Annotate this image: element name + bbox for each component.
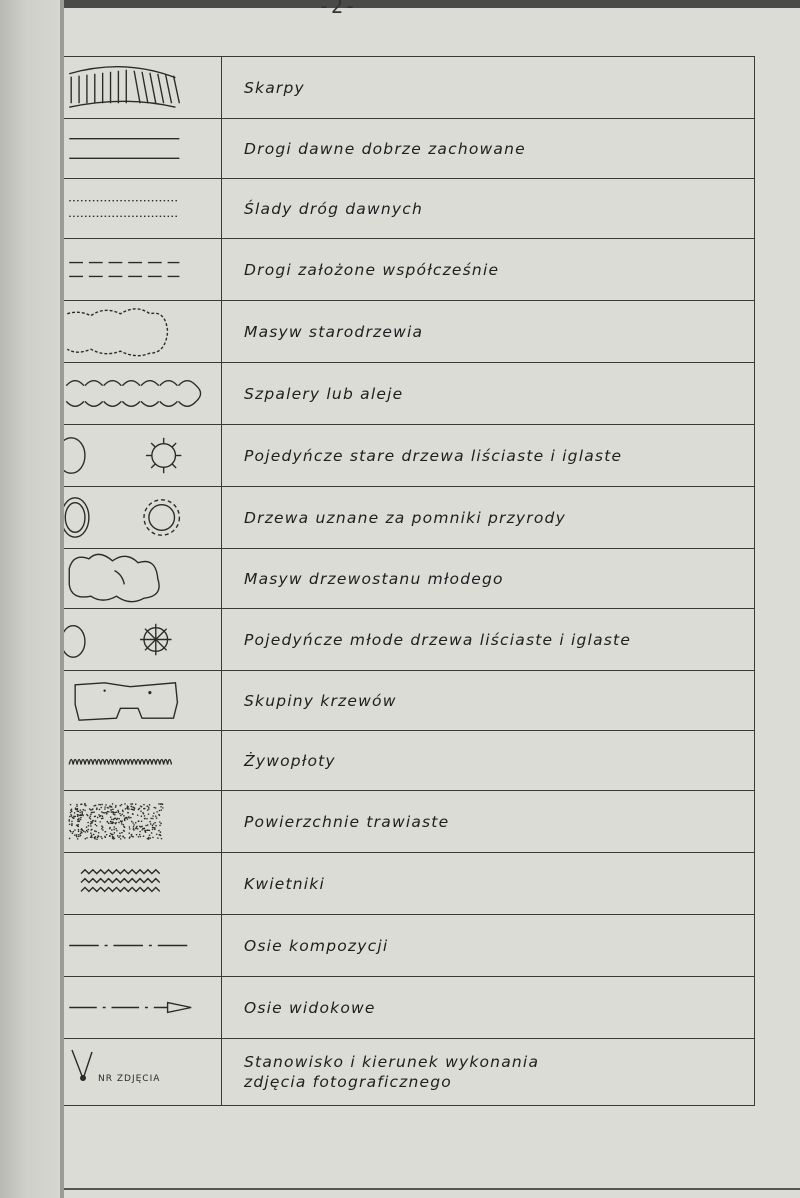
legend-label-text: Masyw starodrzewia — [244, 322, 424, 341]
legend-symbol-cell — [64, 363, 222, 424]
legend-row — [64, 671, 754, 731]
legend-symbol-cell — [64, 119, 222, 178]
legend-label — [244, 671, 744, 730]
legend-label-text: Kwietniki — [244, 874, 325, 893]
legend-row — [64, 791, 754, 853]
legend-label — [244, 301, 744, 362]
legend-symbol-cell — [64, 731, 222, 790]
page-binding — [0, 0, 64, 1198]
legend-row — [64, 179, 754, 239]
slope-hatch-icon — [64, 57, 222, 118]
legend-row — [64, 57, 754, 119]
young-tree-mass-icon — [64, 549, 222, 608]
legend-label-text: Ślady dróg dawnych — [244, 199, 423, 218]
legend-row — [64, 609, 754, 671]
legend-label-text: Żywopłoty — [244, 751, 336, 770]
legend-symbol-cell — [64, 549, 222, 608]
legend-label-text: Pojedyńcze młode drzewa liściaste i iglaste — [244, 630, 632, 649]
hedge-wave-icon — [64, 731, 222, 790]
legend-label-text: Drogi założone współcześnie — [244, 260, 500, 279]
legend-label — [244, 609, 744, 670]
photo-number-caption: NR ZDJĘCIA — [98, 1074, 161, 1084]
double-solid-line-icon — [64, 119, 222, 178]
shrub-group-icon — [64, 671, 222, 730]
legend-symbol-cell — [64, 853, 222, 914]
legend-label — [244, 915, 744, 976]
tree-row-icon — [64, 363, 222, 424]
legend-label — [244, 119, 744, 178]
legend-label-text: Drogi dawne dobrze zachowane — [244, 139, 526, 158]
legend-label — [244, 853, 744, 914]
legend-label-text: Drzewa uznane za pomniki przyrody — [244, 508, 566, 527]
legend-label — [244, 1039, 744, 1105]
monument-trees-icon — [64, 487, 222, 548]
legend-label — [244, 363, 744, 424]
legend-label — [244, 57, 744, 118]
legend-label — [244, 239, 744, 300]
legend-row — [64, 363, 754, 425]
double-dotted-line-icon — [64, 179, 222, 238]
single-old-trees-icon — [64, 425, 222, 486]
flowerbed-icon — [64, 853, 222, 914]
legend-label — [244, 487, 744, 548]
legend-row — [64, 119, 754, 179]
legend-symbol-cell — [64, 977, 222, 1038]
scan-top-edge — [0, 0, 800, 8]
legend-label-text: Skupiny krzewów — [244, 691, 397, 710]
grass-stipple-icon — [64, 791, 222, 852]
legend-row — [64, 239, 754, 301]
legend-label-text: Osie kompozycji — [244, 936, 389, 955]
single-young-trees-icon — [64, 609, 222, 670]
legend-label — [244, 549, 744, 608]
legend-symbol-cell — [64, 425, 222, 486]
legend-symbol-cell — [64, 57, 222, 118]
page-number: -2- — [318, 0, 358, 18]
legend-label — [244, 425, 744, 486]
legend-label — [244, 791, 744, 852]
legend-label-text: Masyw drzewostanu młodego — [244, 569, 504, 588]
legend-label — [244, 731, 744, 790]
legend-row — [64, 853, 754, 915]
legend-symbol-cell — [64, 609, 222, 670]
double-dashed-line-icon — [64, 239, 222, 300]
legend-row — [64, 549, 754, 609]
photo-position-icon — [64, 1039, 222, 1105]
legend-symbol-cell — [64, 239, 222, 300]
legend-label — [244, 977, 744, 1038]
legend-symbol-cell — [64, 791, 222, 852]
legend-table — [64, 56, 755, 1106]
legend-label-text: Stanowisko i kierunek wykonania — [244, 1053, 540, 1071]
legend-row — [64, 915, 754, 977]
tree-mass-outline-icon — [64, 301, 222, 362]
legend-label-text: Pojedyńcze stare drzewa liściaste i iglaste — [244, 446, 623, 465]
legend-symbol-cell — [64, 1039, 222, 1105]
legend-row — [64, 731, 754, 791]
legend-symbol-cell — [64, 487, 222, 548]
legend-symbol-cell — [64, 671, 222, 730]
legend-label-text: Szpalery lub aleje — [244, 384, 404, 403]
legend-symbol-cell — [64, 915, 222, 976]
legend-symbol-cell — [64, 179, 222, 238]
view-axis-arrow-icon — [64, 977, 222, 1038]
legend-label-text: Osie widokowe — [244, 998, 376, 1017]
legend-row — [64, 425, 754, 487]
legend-label-text: Skarpy — [244, 78, 305, 97]
composition-axis-icon — [64, 915, 222, 976]
legend-row — [64, 1039, 754, 1105]
legend-symbol-cell — [64, 301, 222, 362]
legend-label-text-line2: zdjęcia fotograficznego — [244, 1073, 452, 1091]
legend-row — [64, 487, 754, 549]
legend-row — [64, 977, 754, 1039]
legend-label-text: Powierzchnie trawiaste — [244, 812, 450, 831]
page-bottom-line — [64, 1188, 800, 1190]
legend-row — [64, 301, 754, 363]
legend-label — [244, 179, 744, 238]
